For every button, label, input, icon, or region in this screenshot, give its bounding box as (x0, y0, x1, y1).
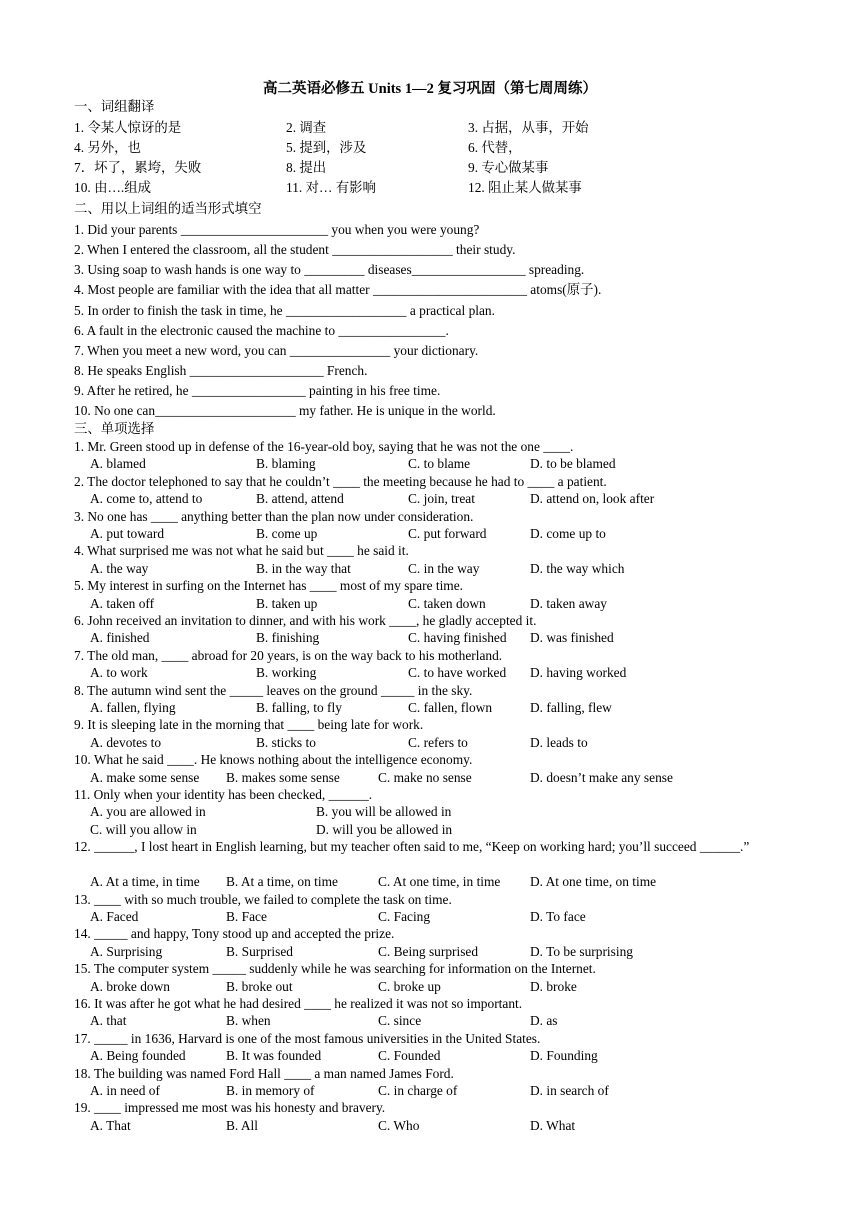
fill-in-item: 10. No one can_____________________ my father. He is unique in the world. (74, 403, 496, 418)
option: B. At a time, on time (226, 874, 338, 890)
option: C. having finished (408, 630, 507, 646)
option: C. since (378, 1013, 422, 1029)
option-row (74, 978, 840, 995)
fill-in-item: 9. After he retired, he _________________ painting in his free time. (74, 383, 441, 398)
option: D. taken away (530, 595, 607, 611)
option: A. Being founded (90, 1048, 186, 1064)
option-row (74, 1047, 840, 1064)
option: A. make some sense (90, 769, 200, 785)
option: B. sticks to (256, 734, 316, 750)
option: A. That (90, 1117, 131, 1133)
option: A. broke down (90, 978, 170, 994)
option: C. put forward (408, 526, 487, 541)
option: A. At a time, in time (90, 874, 200, 890)
option-row (74, 769, 840, 786)
option: A. put toward (90, 526, 165, 541)
option: C. broke up (378, 978, 441, 994)
option: A. devotes to (90, 734, 162, 750)
option: C. At one time, in time (378, 874, 501, 890)
option: B. in the way that (256, 560, 351, 576)
question-text: 16. It was after he got what he had desired ____ he realized it was not so important. (74, 996, 523, 1011)
question-text: 14. _____ and happy, Tony stood up and accepted the prize. (74, 926, 395, 942)
vocab-item: 11. 对… 有影响 (286, 180, 376, 195)
option: C. taken down (408, 595, 486, 611)
option: A. that (90, 1013, 127, 1029)
option: B. finishing (256, 630, 320, 646)
fill-in-item: 8. He speaks English ____________________ French. (74, 363, 368, 378)
question-text: 13. ____ with so much trouble, we failed to complete the task on time. (74, 891, 452, 907)
option: C. Facing (378, 909, 431, 924)
option: C. in the way (408, 560, 480, 576)
vocab-item: 3. 占据，从事，开始 (468, 120, 589, 135)
option: A. taken off (90, 595, 155, 611)
option-row (74, 455, 840, 472)
question-text: 11. Only when your identity has been checked, ______. (74, 787, 373, 802)
option: D. having worked (530, 665, 627, 681)
option: B. All (226, 1117, 258, 1133)
vocab-row (74, 119, 840, 136)
fill-in-item: 7. When you meet a new word, you can _______________ your dictionary. (74, 343, 479, 358)
option-row (74, 595, 840, 612)
vocab-item: 4. 另外，也 (74, 140, 141, 155)
option: C. will you allow in (90, 821, 197, 837)
option: C. join, treat (408, 491, 475, 507)
option-row (74, 734, 840, 751)
question-text: 9. It is sleeping late in the morning that ____ being late for work. (74, 717, 424, 733)
page-title: 高二英语必修五 Units 1—2 复习巩固（第七周周练） (263, 81, 597, 97)
option: D. was finished (530, 630, 614, 646)
option: D. in search of (530, 1083, 609, 1098)
option: D. come up to (530, 526, 606, 541)
option: B. in memory of (226, 1083, 315, 1098)
option: D. leads to (530, 734, 588, 750)
option: D. To be surprising (530, 943, 633, 959)
option: C. make no sense (378, 769, 472, 785)
question-text: 5. My interest in surfing on the Internet has ____ most of my spare time. (74, 578, 464, 594)
option-row (74, 1082, 840, 1099)
question-text: 4. What surprised me was not what he said but ____ he said it. (74, 543, 409, 559)
option-row (74, 560, 840, 577)
option: D. the way which (530, 560, 625, 576)
fill-in-item: 4. Most people are familiar with the idea that all matter _______________________ atoms(原子). (74, 282, 602, 297)
option-row (74, 664, 840, 681)
option: B. come up (256, 526, 318, 541)
question-text: 7. The old man, ____ abroad for 20 years, is on the way back to his motherland. (74, 647, 503, 663)
fill-in-item: 3. Using soap to wash hands is one way to _________ diseases_________________ spreading. (74, 262, 585, 277)
option-row (74, 873, 840, 890)
option: B. makes some sense (226, 769, 340, 785)
fill-in-item: 5. In order to finish the task in time, he __________________ a practical plan. (74, 303, 495, 318)
option-row (74, 943, 840, 960)
option: A. you are allowed in (90, 804, 206, 820)
section2-heading: 二、用以上词组的适当形式填空 (74, 201, 262, 216)
question-text: 19. ____ impressed me most was his honesty and bravery. (74, 1100, 386, 1116)
option: C. Being surprised (378, 943, 479, 959)
option: A. the way (90, 560, 149, 576)
question-text: 8. The autumn wind sent the _____ leaves on the ground _____ in the sky. (74, 682, 473, 698)
option: D. Founding (530, 1048, 598, 1064)
option: B. Surprised (226, 943, 293, 959)
option: A. to work (90, 665, 148, 681)
option: A. come to, attend to (90, 491, 203, 507)
question-text: 15. The computer system _____ suddenly while he was searching for information on the Internet. (74, 961, 596, 977)
vocab-item: 5. 提到，涉及 (286, 140, 367, 155)
option: B. falling, to fly (256, 700, 342, 715)
option: D. broke (530, 978, 577, 994)
option: C. fallen, flown (408, 700, 493, 715)
vocab-item: 6. 代替， (468, 140, 522, 155)
option: D. To face (530, 909, 586, 924)
option-row (74, 525, 840, 542)
vocab-item: 9. 专心做某事 (468, 160, 549, 175)
option: B. taken up (256, 595, 318, 611)
option: D. doesn’t make any sense (530, 769, 673, 785)
option: D. What (530, 1117, 576, 1133)
option: D. as (530, 1013, 558, 1029)
option-row (74, 490, 840, 507)
option: D. to be blamed (530, 456, 616, 472)
fill-in-item: 6. A fault in the electronic caused the machine to ________________. (74, 323, 449, 338)
question-text: 2. The doctor telephoned to say that he couldn’t ____ the meeting because he had to ____ a patient. (74, 473, 607, 489)
vocab-item: 1. 令某人惊讶的是 (74, 120, 182, 135)
option: C. Founded (378, 1048, 441, 1064)
section3-heading: 三、单项选择 (74, 421, 155, 436)
question-text: 12. ______, I lost heart in English learning, but my teacher often said to me, “Keep on working hard; you’ll succeed ______.” (74, 839, 750, 855)
option: B. when (226, 1013, 271, 1029)
vocab-row (74, 139, 840, 156)
option: D. attend on, look after (530, 491, 655, 507)
option: C. to have worked (408, 665, 507, 681)
option-row (74, 1117, 840, 1134)
section1-heading: 一、词组翻译 (74, 99, 155, 114)
option: B. broke out (226, 978, 293, 994)
option: C. refers to (408, 734, 468, 750)
question-text: 3. No one has ____ anything better than the plan now under consideration. (74, 508, 474, 524)
option-row (74, 803, 840, 820)
option: A. Faced (90, 909, 139, 924)
option: D. At one time, on time (530, 874, 657, 890)
vocab-item: 12. 阻止某人做某事 (468, 180, 582, 195)
option-row (74, 908, 840, 925)
option: D. falling, flew (530, 700, 612, 715)
option: C. in charge of (378, 1083, 458, 1098)
option: A. fallen, flying (90, 700, 176, 715)
vocab-row (74, 159, 840, 176)
option: B. blaming (256, 456, 316, 472)
question-text: 10. What he said ____. He knows nothing about the intelligence economy. (74, 752, 473, 768)
vocab-item: 2. 调查 (286, 120, 327, 135)
fill-in-item: 2. When I entered the classroom, all the student __________________ their study. (74, 242, 516, 257)
vocab-item: 7．坏了，累垮，失败 (74, 160, 202, 175)
option: B. It was founded (226, 1048, 322, 1064)
option: D. will you be allowed in (316, 821, 453, 837)
option-row (74, 1012, 840, 1029)
vocab-row (74, 179, 840, 196)
option-row (74, 699, 840, 716)
option: C. to blame (408, 456, 471, 472)
vocab-item: 8. 提出 (286, 160, 327, 175)
option: A. finished (90, 630, 150, 646)
question-text: 1. Mr. Green stood up in defense of the 16-year-old boy, saying that he was not the one ____. (74, 439, 574, 454)
option: B. attend, attend (256, 491, 344, 507)
option: B. working (256, 665, 317, 681)
option: B. you will be allowed in (316, 804, 452, 820)
option: B. Face (226, 909, 267, 924)
option-row (74, 629, 840, 646)
option: A. blamed (90, 456, 146, 472)
question-text: 17. _____ in 1636, Harvard is one of the most famous universities in the United States. (74, 1030, 541, 1046)
question-text: 6. John received an invitation to dinner, and with his work ____, he gladly accepted it. (74, 613, 537, 628)
option: A. in need of (90, 1083, 160, 1098)
option: C. Who (378, 1117, 420, 1133)
vocab-item: 10. 由….组成 (74, 180, 151, 195)
option: A. Surprising (90, 943, 163, 959)
question-text: 18. The building was named Ford Hall ____ a man named James Ford. (74, 1065, 454, 1081)
fill-in-item: 1. Did your parents ______________________ you when you were young? (74, 222, 480, 237)
option-row (74, 821, 840, 838)
